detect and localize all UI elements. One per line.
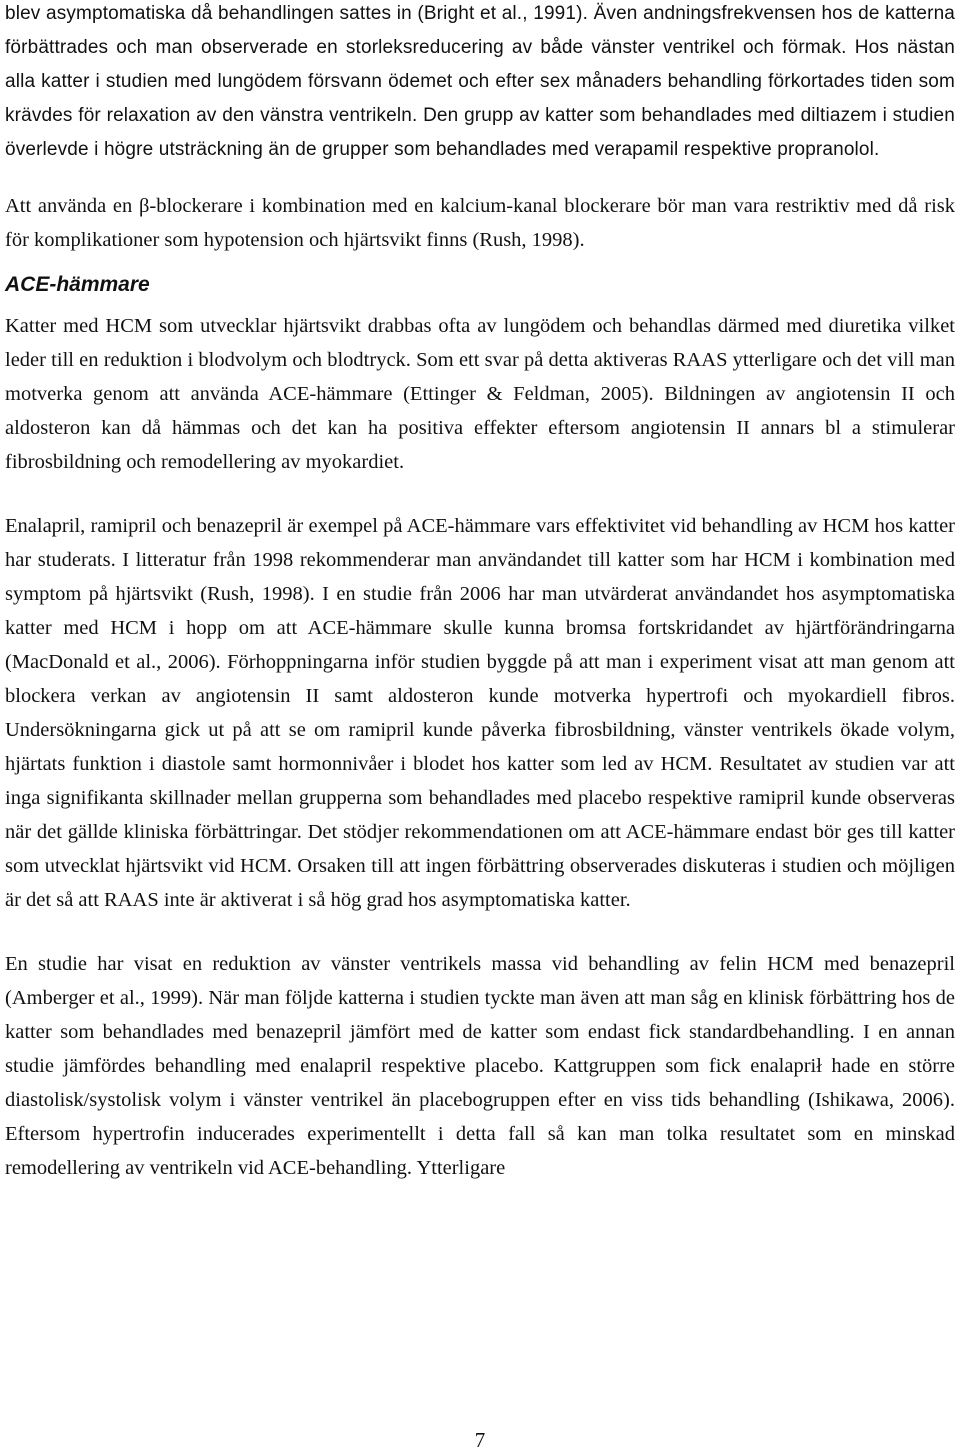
spacer	[5, 299, 955, 309]
spacer	[5, 479, 955, 509]
paragraph-4-sentence-4: Förhoppningarna inför studien byggde på att man i experiment visat att man genom att blockera verkan av angiotensin II samt aldosteron kunde motverka hypertrofi och myokardiell fibros.	[5, 651, 955, 707]
paragraph-4-sentence-5: Undersökningarna gick ut på att se om ramipril kunde påverka fibrosbildning, vänster ventrikels ökade volym, hjärtats funktion i diastole samt hormonnivåer i blodet hos katter som led av HCM.	[5, 719, 955, 775]
paragraph-3	[5, 309, 955, 479]
paragraph-4-sentence-1: Enalapril, ramipril och benazepril är exempel på ACE-hämmare vars effektivitet vid behandling av HCM hos katter har studerats.	[5, 515, 955, 571]
page-number: 7	[474, 1428, 486, 1452]
spacer	[5, 167, 955, 189]
paragraph-4-sentence-2: I litteratur från 1998 rekommenderar man användandet till katter som har HCM i kombination med symptom på hjärtsvikt (Rush, 1998).	[5, 549, 956, 605]
document-page	[5, 0, 955, 1185]
paragraph-4-sentence-3: I en studie från 2006 har man utvärderat användandet hos asymptomatiska katter med HCM i hopp om att ACE-hämmare skulle kunna bromsa fortskridandet av hjärtförändringarna (MacDonald et al., 2006).	[5, 583, 956, 673]
paragraph-3-sentence-2: Som ett svar på detta aktiveras RAAS ytterligare och det vill man motverka genom att använda ACE-hämmare (Ettinger & Feldman, 2005).	[5, 349, 955, 405]
paragraph-5	[5, 947, 955, 1185]
paragraph-4-sentence-7: Det stödjer rekommendationen om att ACE-hämmare endast bör ges till katter som utvecklat hjärtsvikt vid HCM.	[5, 821, 956, 877]
paragraph-5-sentence-3: I en annan studie jämfördes behandling med enalapril respektive placebo.	[5, 1021, 955, 1077]
spacer	[5, 917, 955, 947]
paragraph-1	[5, 0, 955, 167]
spacer	[5, 257, 955, 271]
paragraph-5-sentence-2: När man följde katterna i studien tyckte man även att man såg en klinisk förbättring hos de katter som behandlades med benazepril jämfört med de katter som endast fick standardbehandling.	[5, 987, 956, 1043]
paragraph-1-text: blev asymptomatiska då behandlingen sattes in (Bright et al., 1991). Även andningsfrekvensen hos de katterna förbättrades och man observerade en storleksreducering av både vänster ventrikel och förmak. Hos nästan alla katter i studien med lungödem försvann ödemet och efter sex månaders behandling förkortades tiden som krävdes för relaxation av den vänstra ventrikeln. Den grupp av katter som behandlades med diltiazem i studien överlevde i högre utsträckning än de grupper som behandlades med verapamil respektive propranolol.	[5, 3, 955, 160]
paragraph-4-sentence-6: Resultatet av studien var att inga signifikanta skillnader mellan grupperna som behandlades med placebo respektive ramipril kunde observeras när det gällde kliniska förbättringar.	[5, 753, 956, 843]
paragraph-5-sentence-6: Ytterligare	[416, 1157, 506, 1179]
paragraph-5-sentence-5: Eftersom hypertrofin inducerades experimentellt i detta fall så kan man tolka resultatet som en minskad remodellering av ventrikeln vid ACE-behandling.	[5, 1123, 955, 1179]
paragraph-4-sentence-8: Orsaken till att ingen förbättring observerades diskuteras i studien och möjligen är det så att RAAS inte är aktiverat i så hög grad hos asymptomatiska katter.	[5, 855, 956, 911]
paragraph-2: Att använda en β-blockerare i kombination med en kalcium-kanal blockerare bör man vara restriktiv med då risk för komplikationer som hypotension och hjärtsvikt finns (Rush, 1998).	[5, 195, 955, 251]
paragraph-5-sentence-1: En studie har visat en reduktion av vänster ventrikels massa vid behandling av felin HCM med benazepril (Amberger et al., 1999).	[5, 953, 955, 1009]
paragraph-5-sentence-4: Kattgruppen som fick enalaprił hade en större diastolisk/systolisk volym i vänster ventrikel än placebogruppen efter en viss tids behandling (Ishikawa, 2006).	[5, 1055, 956, 1111]
section-heading: ACE-hämmare	[5, 273, 150, 296]
paragraph-3-sentence-1: Katter med HCM som utvecklar hjärtsvikt drabbas ofta av lungödem och behandlas därmed med diuretika vilket leder till en reduktion i blodvolym och blodtryck.	[5, 315, 955, 371]
paragraph-3-sentence-3: Bildningen av angiotensin II och aldosteron kan då hämmas och det kan ha positiva effekter eftersom angiotensin II annars bl a stimulerar fibrosbildning och remodellering av myokardiet.	[5, 383, 955, 473]
paragraph-4	[5, 509, 955, 917]
